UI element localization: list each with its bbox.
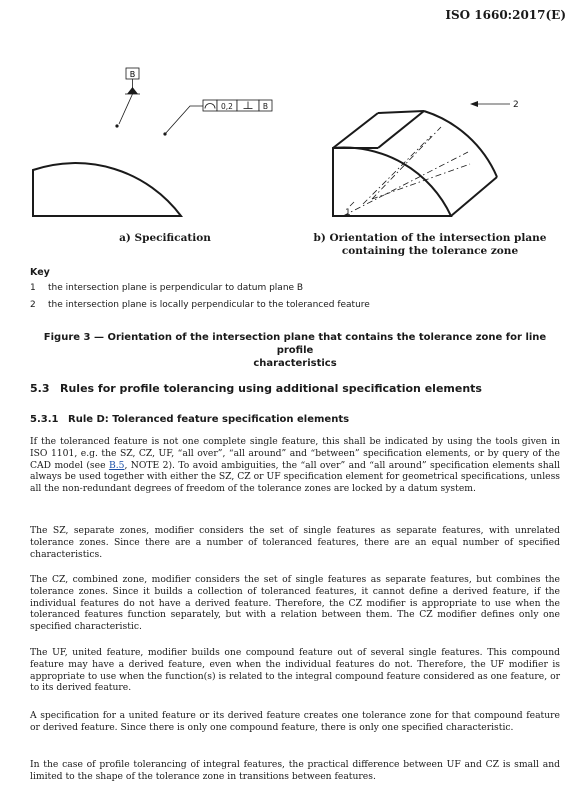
frame-tolerance-value: 0,2 — [221, 102, 233, 111]
caption-a: a) Specification — [119, 232, 211, 244]
figure-title-line2: characteristics — [253, 358, 337, 369]
callout-2-arrow-icon — [470, 101, 478, 107]
key-title: Key — [30, 267, 50, 278]
plane-line-2 — [363, 136, 431, 204]
caption-b-line2: containing the tolerance zone — [341, 245, 519, 257]
right-bottom-edge — [451, 177, 497, 216]
figure-a-drawing — [33, 163, 181, 216]
frame-cell-symbol — [203, 100, 217, 111]
paragraph-2: The SZ, separate zones, modifier considers the set of single features as separate features, with unrelated tolerance zones. Since there are a number of toleranced features, there are an equal number of specified characteristics. — [30, 525, 560, 560]
paragraph-6: In the case of profile tolerancing of integral features, the practical difference between UF and CZ is small and limited to the shape of the tolerance zone in transitions between features. — [30, 759, 560, 782]
key-item-number: 1 — [30, 283, 36, 293]
figure-title — [30, 331, 560, 370]
section-title: Rules for profile tolerancing using additional specification elements — [60, 382, 482, 395]
leader-dot — [163, 132, 166, 135]
callout-2: 2 — [513, 100, 519, 110]
paragraph-1-text-a: If the toleranced feature is not one complete single feature, this shall be indicated by using the tools given in ISO 1101, e.g. the SZ, CZ, UF, “all over”, “all around” and “between” specification elements, or by query of the CAD model (see — [30, 436, 560, 471]
subsection-heading — [30, 414, 349, 425]
paragraph-5: A specification for a united feature or its derived feature creates one tolerance zone for that compound feature or derived feature. Since there is only one compound feature, there is only one specified characteristic. — [30, 710, 560, 733]
datum-dot — [115, 124, 118, 127]
paragraph-1 — [30, 436, 560, 495]
key-item — [30, 283, 303, 293]
plane-line-3 — [372, 164, 470, 199]
datum-b-indicator — [125, 68, 140, 94]
plane-line-1 — [343, 152, 468, 216]
datum-leader-to-arc — [119, 94, 133, 124]
key-item-text: the intersection plane is perpendicular to datum plane B — [48, 283, 304, 293]
datum-b-label: B — [129, 70, 136, 79]
figure-title-line1: Figure 3 — Orientation of the intersection plane that contains the tolerance zone for line profile — [43, 332, 547, 356]
key-item-number: 2 — [30, 300, 36, 310]
caption-b — [300, 232, 560, 258]
top-edge-right — [378, 111, 424, 113]
paragraph-3: The CZ, combined zone, modifier considers the set of single features as separate features, but combines the tolerance zones. Since it builds a collection of toleranced features, it cannot define a derived feature, if the individual features do not have a derived feature. Therefore, the CZ modifier is appropriate to use when the toleranced features function separately, but with a relation between them. The CZ modifier defines only one specified characteristic. — [30, 574, 560, 633]
intersection-planes — [343, 127, 470, 216]
paragraph-1-text-b: , NOTE 2). To avoid ambiguities, the “all over” and “all around” specification elements shall always be used together with either the SZ, CZ or UF specification element for geometrical specifications, unless all the non-redundant degrees of freedom of the tolerance zones are locked by a datum system. — [30, 459, 560, 495]
subsection-title: Rule D: Toleranced feature specification elements — [68, 414, 350, 425]
plane-line-4 — [372, 127, 441, 199]
section-number: 5.3 — [30, 382, 50, 395]
figure-b-drawing — [333, 111, 497, 216]
section-heading — [30, 382, 482, 395]
callout-1-leader — [350, 202, 354, 206]
quarter-disk-outline — [33, 163, 181, 216]
key-item-text: the intersection plane is locally perpendicular to the toleranced feature — [48, 300, 370, 310]
reference-link-b5[interactable]: B.5 — [108, 459, 125, 471]
back-arc — [424, 111, 497, 177]
datum-triangle-icon — [127, 87, 138, 94]
frame-leader — [165, 106, 203, 134]
frame-datum-letter: B — [262, 102, 269, 111]
caption-b-line1: b) Orientation of the intersection plane — [313, 232, 547, 244]
callout-1: 1 — [345, 208, 351, 218]
document-reference: ISO 1660:2017(E) — [445, 8, 566, 22]
top-edge-split — [378, 111, 424, 148]
subsection-number: 5.3.1 — [30, 414, 59, 425]
paragraph-4: The UF, united feature, modifier builds one compound feature out of several single features. This compound feature may have a derived feature, even when the individual features do not. Therefore, the UF modifier is appropriate to use when the function(s) is related to the integral compound feature considered as one feature, or to its derived feature. — [30, 647, 560, 694]
top-edge-left — [333, 113, 378, 148]
tolerance-frame — [203, 100, 272, 111]
key-item — [30, 300, 370, 310]
